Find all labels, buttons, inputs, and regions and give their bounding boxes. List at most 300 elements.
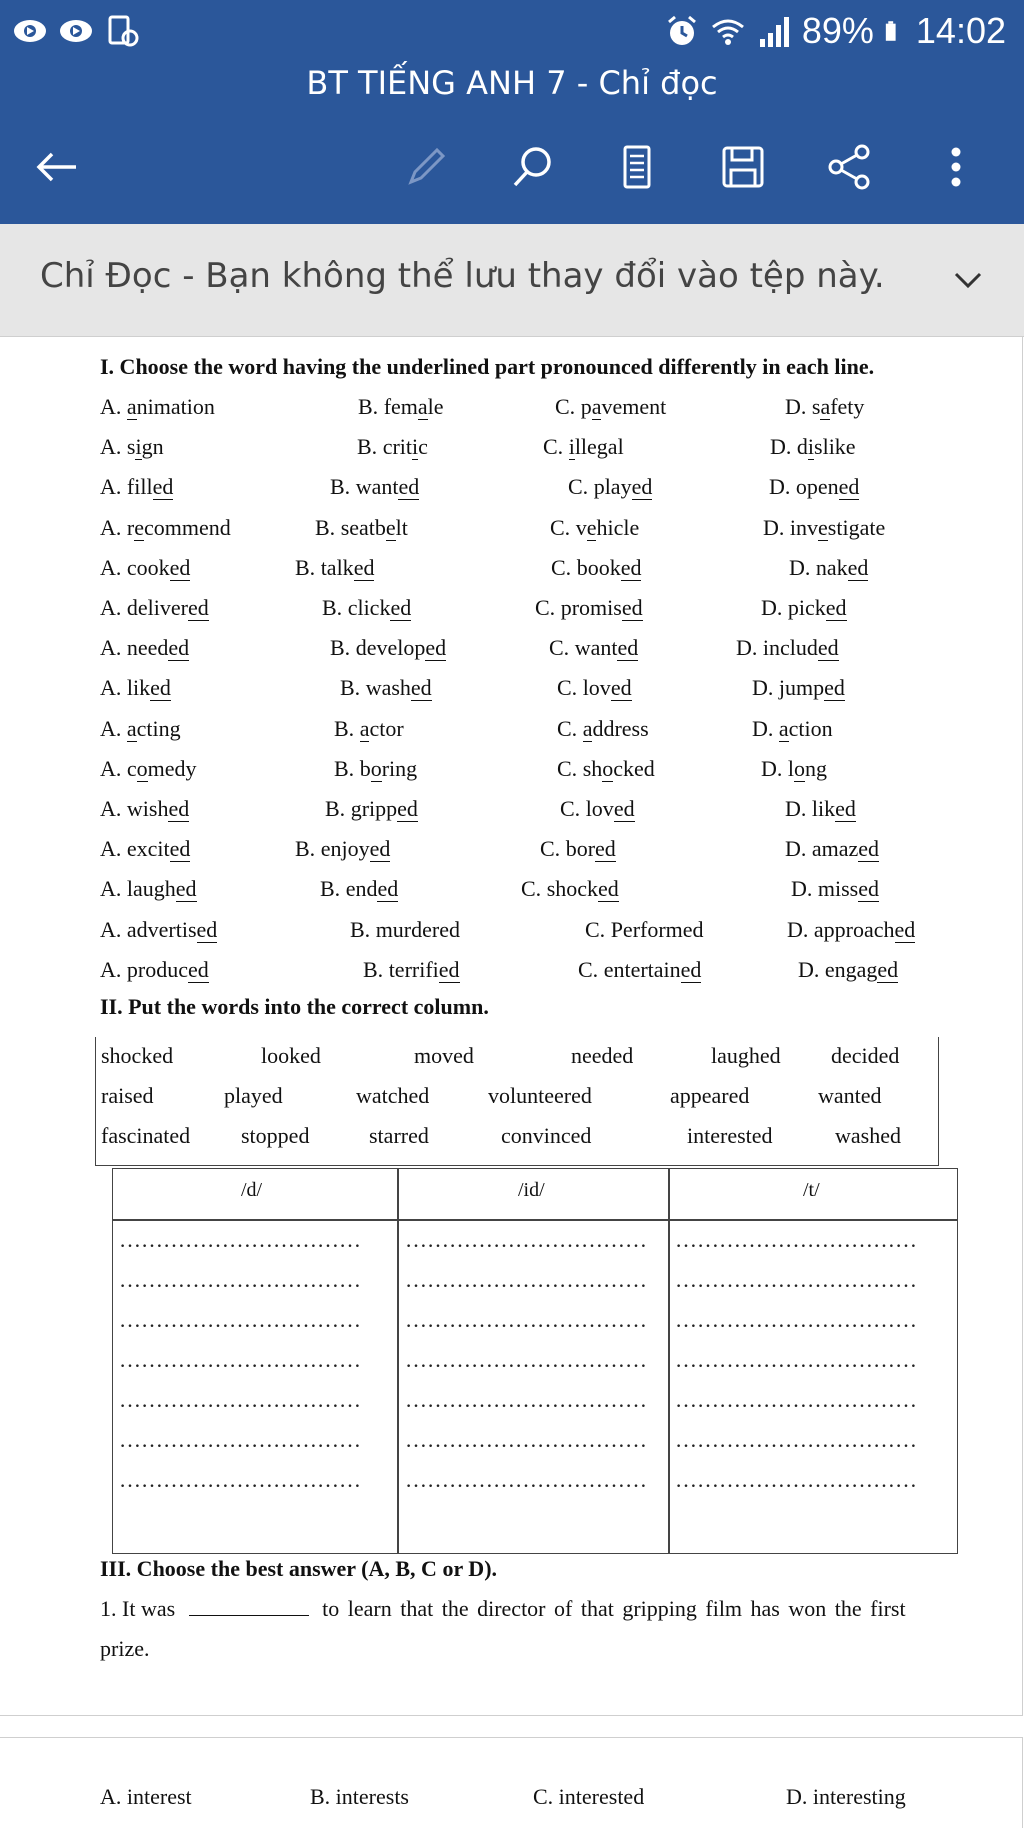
word-item: played — [224, 1083, 283, 1108]
word-part: talk — [320, 554, 354, 580]
word-part: produc — [126, 956, 188, 982]
option-letter: A. — [100, 916, 127, 942]
column-divider — [668, 1169, 670, 1553]
option-letter: B. — [295, 554, 321, 580]
option-letter: C. — [557, 675, 583, 701]
word-part: develop — [355, 635, 426, 661]
option-A — [100, 716, 181, 742]
option-letter: A. — [100, 474, 127, 500]
option-letter: C. — [549, 635, 575, 661]
word-part: ng — [805, 755, 828, 781]
word-part: crit — [382, 434, 413, 460]
option-letter: D. — [770, 434, 797, 460]
answer-dots: …………………………… — [405, 1387, 647, 1412]
word-item: wanted — [818, 1083, 882, 1108]
option-A — [100, 474, 173, 500]
underlined-part: ed — [595, 836, 616, 862]
word-part: pick — [787, 595, 826, 620]
word-part: lov — [585, 796, 614, 821]
word-part: click — [347, 595, 391, 620]
word-part: vement — [601, 394, 667, 419]
edit-button[interactable] — [395, 136, 457, 198]
underlined-part: o — [136, 755, 148, 781]
word-part: open — [795, 474, 839, 500]
option-letter: C. — [540, 836, 566, 862]
underlined-part: ed — [598, 876, 619, 902]
underlined-part: ed — [187, 956, 209, 982]
underlined-part: ed — [150, 675, 171, 701]
word-part: lik — [811, 796, 836, 821]
option-letter: D. — [761, 755, 788, 781]
option-letter: C. — [557, 755, 583, 781]
option-D — [769, 474, 859, 500]
option-letter: C. — [585, 916, 611, 942]
underlined-part: ed — [353, 554, 375, 580]
underlined-part: o — [794, 755, 806, 781]
option-letter: A. — [100, 675, 127, 701]
word-item: watched — [356, 1083, 430, 1108]
answer-dots: …………………………… — [675, 1227, 917, 1252]
word-part: nak — [815, 554, 848, 580]
option-letter: D. — [789, 554, 816, 580]
sound-table — [112, 1168, 958, 1554]
word-item: laughed — [711, 1043, 781, 1068]
option-letter: D. — [752, 675, 779, 701]
answer-dots: …………………………… — [675, 1387, 917, 1412]
word-item: looked — [261, 1043, 321, 1068]
option-letter: C. — [535, 595, 561, 620]
answer-dots: …………………………… — [405, 1307, 647, 1332]
option-C — [549, 635, 638, 661]
option-letter: B. — [322, 595, 348, 620]
option-C — [543, 434, 624, 460]
option-C — [560, 796, 635, 822]
reading-view-button[interactable] — [606, 136, 668, 198]
column-divider — [397, 1169, 399, 1553]
word-part: sh — [582, 755, 603, 781]
answer-dots: …………………………… — [405, 1267, 647, 1292]
option-A — [100, 917, 217, 943]
option-C — [550, 515, 639, 541]
column-header: /d/ — [241, 1179, 263, 1201]
option-C — [557, 675, 632, 701]
word-part: hicle — [596, 514, 640, 540]
answer-dots: …………………………… — [675, 1347, 917, 1372]
share-icon — [824, 142, 874, 192]
underlined-part: ed — [817, 635, 839, 661]
word-item: appeared — [670, 1083, 750, 1108]
option-C — [551, 555, 641, 581]
option-B — [320, 876, 398, 902]
option-C — [555, 394, 666, 420]
word-part: fill — [126, 474, 153, 500]
chevron-down-icon[interactable] — [948, 260, 988, 300]
underlined-part: ed — [680, 956, 702, 982]
option-C — [540, 836, 616, 862]
answer-dots: …………………………… — [675, 1307, 917, 1332]
option-letter: C. — [550, 514, 576, 540]
underlined-part: ed — [835, 796, 856, 821]
word-part: gn — [141, 434, 164, 460]
word-part: gripp — [350, 796, 398, 821]
header-divider — [113, 1219, 957, 1221]
option-letter: B. — [334, 715, 360, 741]
word-part: cook — [126, 554, 170, 580]
option-letter: C. — [543, 434, 569, 460]
answer-dots: …………………………… — [405, 1467, 647, 1492]
word-item: convinced — [501, 1123, 592, 1148]
option-B — [330, 474, 419, 500]
option-A — [100, 434, 164, 460]
underlined-part: ed — [168, 796, 190, 821]
word-part: lik — [126, 675, 151, 701]
underlined-part: o — [602, 755, 614, 781]
option-letter: D. — [787, 916, 814, 942]
battery-icon — [884, 13, 906, 49]
underlined-part: ed — [858, 876, 880, 902]
option-letter: A. — [100, 956, 127, 982]
word-part: miss — [817, 876, 859, 902]
word-part: ction — [788, 715, 833, 741]
word-part: medy — [147, 755, 197, 781]
option-D — [785, 796, 856, 822]
word-part: cked — [613, 755, 655, 781]
status-bar — [0, 0, 1024, 62]
option-B — [295, 836, 390, 862]
option-A — [100, 836, 190, 862]
underlined-part: ed — [398, 474, 420, 500]
option-D — [785, 394, 864, 420]
word-part: s — [811, 394, 821, 419]
word-part: ddress — [592, 715, 649, 741]
option-letter: A. — [100, 394, 127, 419]
word-part: laugh — [126, 876, 176, 902]
underlined-part: a — [591, 394, 602, 419]
app-bar — [0, 0, 1024, 224]
readonly-message: Chỉ Đọc - Bạn không thể lưu thay đổi vào tệp này. — [40, 256, 885, 296]
answer-option-b[interactable]: B. interests — [310, 1784, 409, 1809]
option-C — [568, 474, 652, 500]
underlined-part: ed — [631, 474, 653, 500]
underlined-part: ed — [825, 595, 847, 620]
option-B — [315, 515, 408, 541]
question-1-end: prize. — [100, 1636, 150, 1661]
word-part: fem — [383, 394, 418, 419]
option-D — [770, 434, 856, 460]
option-letter: C. — [578, 956, 604, 982]
option-letter: D. — [752, 715, 779, 741]
word-part: cting — [136, 715, 181, 741]
underlined-part: ed — [390, 595, 412, 620]
option-A — [100, 394, 215, 420]
option-D — [791, 876, 879, 902]
option-A — [100, 675, 171, 701]
reading-view-icon — [612, 142, 662, 192]
word-part: want — [355, 474, 399, 500]
word-part: jump — [778, 675, 825, 701]
option-letter: D. — [736, 635, 763, 661]
answer-option-c[interactable]: C. interested — [533, 1784, 645, 1809]
underlined-part: a — [359, 715, 370, 741]
option-letter: A. — [100, 514, 127, 540]
option-D — [761, 595, 847, 621]
option-letter: D. — [785, 796, 812, 821]
more-icon — [931, 142, 981, 192]
word-part: inv — [789, 514, 819, 540]
word-part: book — [576, 554, 621, 580]
option-letter: D. — [798, 956, 825, 982]
option-letter: B. — [330, 635, 356, 661]
word-item: volunteered — [488, 1083, 592, 1108]
word-part: amaz — [811, 836, 859, 862]
option-A — [100, 595, 209, 621]
word-part: approach — [813, 916, 895, 942]
option-letter: B. — [357, 434, 383, 460]
option-letter: B. — [363, 956, 389, 982]
column-header: /t/ — [803, 1179, 820, 1201]
answer-dots: …………………………… — [119, 1467, 361, 1492]
underlined-part: i — [135, 434, 142, 460]
option-C — [578, 957, 701, 983]
underlined-part: a — [778, 715, 789, 741]
word-part: enjoy — [320, 836, 370, 862]
underlined-part: ed — [858, 836, 880, 862]
answer-dots: …………………………… — [405, 1427, 647, 1452]
word-part: wash — [365, 675, 411, 701]
underlined-part: ed — [168, 635, 190, 661]
option-B — [334, 756, 417, 782]
question-1 — [100, 1596, 906, 1622]
option-D — [798, 957, 898, 983]
question-1-start: 1. It was — [100, 1596, 176, 1621]
underlined-part: ed — [877, 956, 899, 982]
option-letter: C. — [551, 554, 577, 580]
more-options-button[interactable] — [925, 136, 987, 198]
word-part: includ — [762, 635, 818, 661]
option-letter: A. — [100, 796, 127, 821]
word-part: deliver — [126, 595, 188, 620]
option-letter: A. — [100, 554, 127, 580]
eye-notification-icon — [58, 14, 94, 48]
option-letter: D. — [761, 595, 788, 620]
answer-dots: …………………………… — [675, 1267, 917, 1292]
underlined-part: ed — [894, 916, 916, 942]
option-letter: A. — [100, 715, 127, 741]
option-letter: B. — [295, 836, 321, 862]
answer-dots: …………………………… — [119, 1307, 361, 1332]
underlined-part: i — [568, 434, 575, 460]
option-letter: B. — [325, 796, 351, 821]
option-letter: A. — [100, 876, 127, 902]
option-letter: D. — [763, 514, 790, 540]
option-D — [787, 917, 915, 943]
save-button[interactable] — [712, 136, 774, 198]
share-button[interactable] — [818, 136, 880, 198]
option-B — [330, 635, 446, 661]
word-part: stigate — [827, 514, 886, 540]
underlined-part: e — [586, 514, 597, 540]
option-letter: D. — [785, 394, 812, 419]
option-A — [100, 876, 197, 902]
signal-icon — [756, 13, 792, 49]
word-part: slike — [814, 434, 856, 460]
word-part: v — [575, 514, 587, 540]
option-letter: C. — [568, 474, 594, 500]
answer-dots: …………………………… — [405, 1347, 647, 1372]
word-part: lov — [582, 675, 611, 701]
underlined-part: ed — [438, 956, 460, 982]
word-part: engag — [824, 956, 878, 982]
underlined-part: e — [385, 514, 396, 540]
option-B — [358, 394, 444, 420]
answer-dots: …………………………… — [119, 1427, 361, 1452]
option-B — [363, 957, 460, 983]
answer-blank — [189, 1597, 309, 1616]
option-C — [557, 756, 655, 782]
option-D — [761, 756, 827, 782]
option-D — [785, 836, 879, 862]
answer-dots: …………………………… — [119, 1227, 361, 1252]
option-D — [736, 635, 839, 661]
answer-option-d[interactable]: D. interesting — [786, 1784, 906, 1809]
option-C — [535, 595, 643, 621]
pencil-icon — [401, 142, 451, 192]
clock: 14:02 — [915, 10, 1006, 51]
underlined-part: ed — [410, 675, 432, 701]
back-arrow-icon — [32, 142, 82, 192]
underlined-part: ed — [397, 796, 418, 821]
word-item: stopped — [241, 1123, 310, 1148]
section3-heading: III. Choose the best answer (A, B, C or D). — [100, 1556, 498, 1581]
word-part: le — [427, 394, 444, 419]
option-B — [357, 434, 428, 460]
word-part: nimation — [136, 394, 215, 419]
word-part: b — [359, 755, 371, 781]
option-letter: B. — [330, 474, 356, 500]
option-B — [350, 917, 460, 943]
underlined-part: ed — [617, 635, 639, 661]
underlined-part: e — [134, 514, 144, 540]
answer-dots: …………………………… — [119, 1347, 361, 1372]
underlined-part: ed — [610, 675, 632, 701]
word-part: play — [593, 474, 632, 500]
eye-notification-icon — [12, 14, 48, 48]
section2-heading: II. Put the words into the correct column. — [100, 994, 489, 1019]
option-D — [763, 515, 885, 541]
back-button[interactable] — [26, 136, 88, 198]
option-letter: C. — [521, 876, 547, 902]
word-part: ctor — [369, 715, 404, 741]
word-part: s — [126, 434, 136, 460]
word-part: terrifi — [388, 956, 439, 982]
option-A — [100, 515, 231, 541]
word-part: need — [126, 635, 169, 661]
search-button[interactable] — [501, 136, 563, 198]
word-part: llegal — [574, 434, 624, 460]
option-letter: C. — [555, 394, 581, 419]
option-letter: B. — [320, 876, 346, 902]
option-A — [100, 635, 189, 661]
word-part: advertis — [126, 916, 197, 942]
underlined-part: ed — [169, 554, 191, 580]
word-item: shocked — [101, 1043, 174, 1068]
option-A — [100, 957, 209, 983]
underlined-part: ed — [152, 474, 174, 500]
underlined-part: i — [807, 434, 815, 460]
option-B — [340, 675, 432, 701]
option-letter: B. — [350, 916, 376, 942]
option-letter: D. — [785, 836, 812, 862]
word-part: seatb — [340, 514, 386, 540]
wifi-icon — [710, 13, 746, 49]
underlined-part: ed — [187, 595, 209, 620]
word-part: wish — [126, 796, 169, 821]
word-part: lt — [395, 514, 408, 540]
option-A — [100, 796, 189, 822]
option-B — [322, 595, 411, 621]
word-part: end — [345, 876, 378, 902]
word-item: needed — [571, 1043, 634, 1068]
document-page-2[interactable] — [0, 1737, 1023, 1828]
option-C — [585, 917, 704, 943]
file-notification-icon — [104, 14, 140, 48]
option-B — [295, 555, 374, 581]
word-part: promis — [560, 595, 622, 620]
option-letter: C. — [557, 715, 583, 741]
option-letter: B. — [340, 675, 366, 701]
option-C — [521, 876, 619, 902]
word-part: want — [574, 635, 618, 661]
underlined-part: ed — [175, 876, 197, 902]
underlined-part: ed — [377, 876, 399, 902]
word-box — [95, 1037, 939, 1166]
word-part: murdered — [375, 916, 460, 942]
word-part: entertain — [603, 956, 681, 982]
underlined-part: i — [412, 434, 419, 460]
option-letter: A. — [100, 434, 127, 460]
word-part: Performed — [610, 916, 704, 942]
readonly-banner[interactable] — [0, 224, 1024, 337]
option-D — [789, 555, 868, 581]
answer-dots: …………………………… — [675, 1467, 917, 1492]
underlined-part: a — [820, 394, 831, 419]
option-letter: A. — [100, 635, 127, 661]
option-letter: B. — [315, 514, 341, 540]
word-item: starred — [369, 1123, 429, 1148]
answer-dots: …………………………… — [675, 1427, 917, 1452]
word-part: bor — [565, 836, 596, 862]
underlined-part: e — [818, 514, 828, 540]
underlined-part: ed — [169, 836, 191, 862]
underlined-part: ed — [620, 554, 642, 580]
word-item: decided — [831, 1043, 900, 1068]
underlined-part: ed — [196, 916, 218, 942]
toolbar — [0, 136, 1024, 198]
word-part: ring — [381, 755, 418, 781]
column-header: /id/ — [518, 1179, 545, 1201]
word-part: fety — [830, 394, 865, 419]
underlined-part: a — [417, 394, 428, 419]
underlined-part: ed — [847, 554, 869, 580]
option-D — [752, 716, 833, 742]
option-B — [325, 796, 418, 822]
word-part: r — [126, 514, 135, 540]
answer-option-a[interactable]: A. interest — [100, 1784, 192, 1809]
underlined-part: ed — [425, 635, 447, 661]
option-A — [100, 756, 197, 782]
search-icon — [507, 142, 557, 192]
word-part: commend — [143, 514, 231, 540]
